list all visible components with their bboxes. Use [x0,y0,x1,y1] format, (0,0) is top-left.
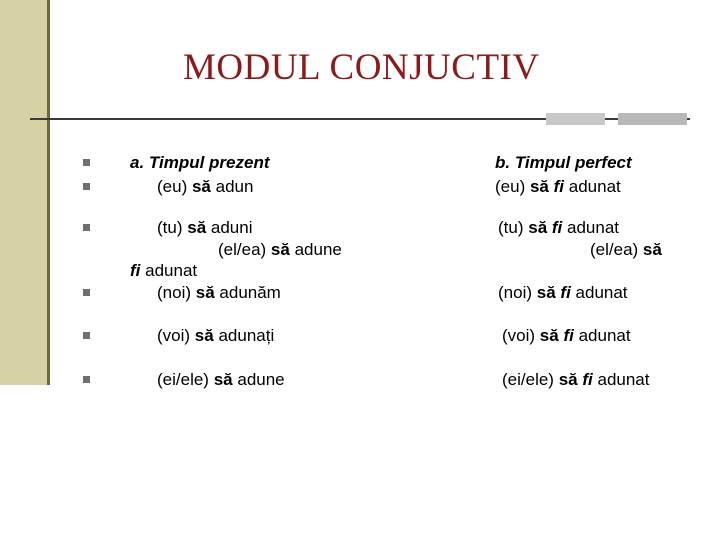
perfect-row-el-ea-part2: fi adunat [130,261,198,280]
decorative-box [546,113,605,125]
decorative-box [618,113,687,125]
prezent-row-noi: (noi) să adunăm [157,283,281,302]
bullet-icon [83,376,90,383]
sidebar-decoration [0,0,47,385]
bullet-icon [83,183,90,190]
perfect-row-tu: (tu) să fi adunat [498,218,620,237]
sidebar-line [47,0,50,385]
prezent-row-tu: (tu) să aduni [157,218,253,237]
prezent-row-voi: (voi) să adunați [157,326,275,345]
header-prezent: a. Timpul prezent [130,153,270,172]
page-title: MODUL CONJUCTIV [183,47,540,88]
perfect-row-eu: (eu) să fi adunat [495,177,621,196]
prezent-row-eu: (eu) să adun [157,177,254,196]
perfect-row-ei-ele: (ei/ele) să fi adunat [502,370,650,389]
bullet-icon [83,159,90,166]
perfect-row-el-ea-part1: (el/ea) să [590,240,662,259]
bullet-icon [83,289,90,296]
perfect-row-voi: (voi) să fi adunat [502,326,631,345]
perfect-row-noi: (noi) să fi adunat [498,283,628,302]
bullet-icon [83,224,90,231]
prezent-row-ei-ele: (ei/ele) să adune [157,370,285,389]
prezent-row-el-ea: (el/ea) să adune [218,240,342,259]
header-perfect: b. Timpul perfect [495,153,632,172]
bullet-icon [83,332,90,339]
